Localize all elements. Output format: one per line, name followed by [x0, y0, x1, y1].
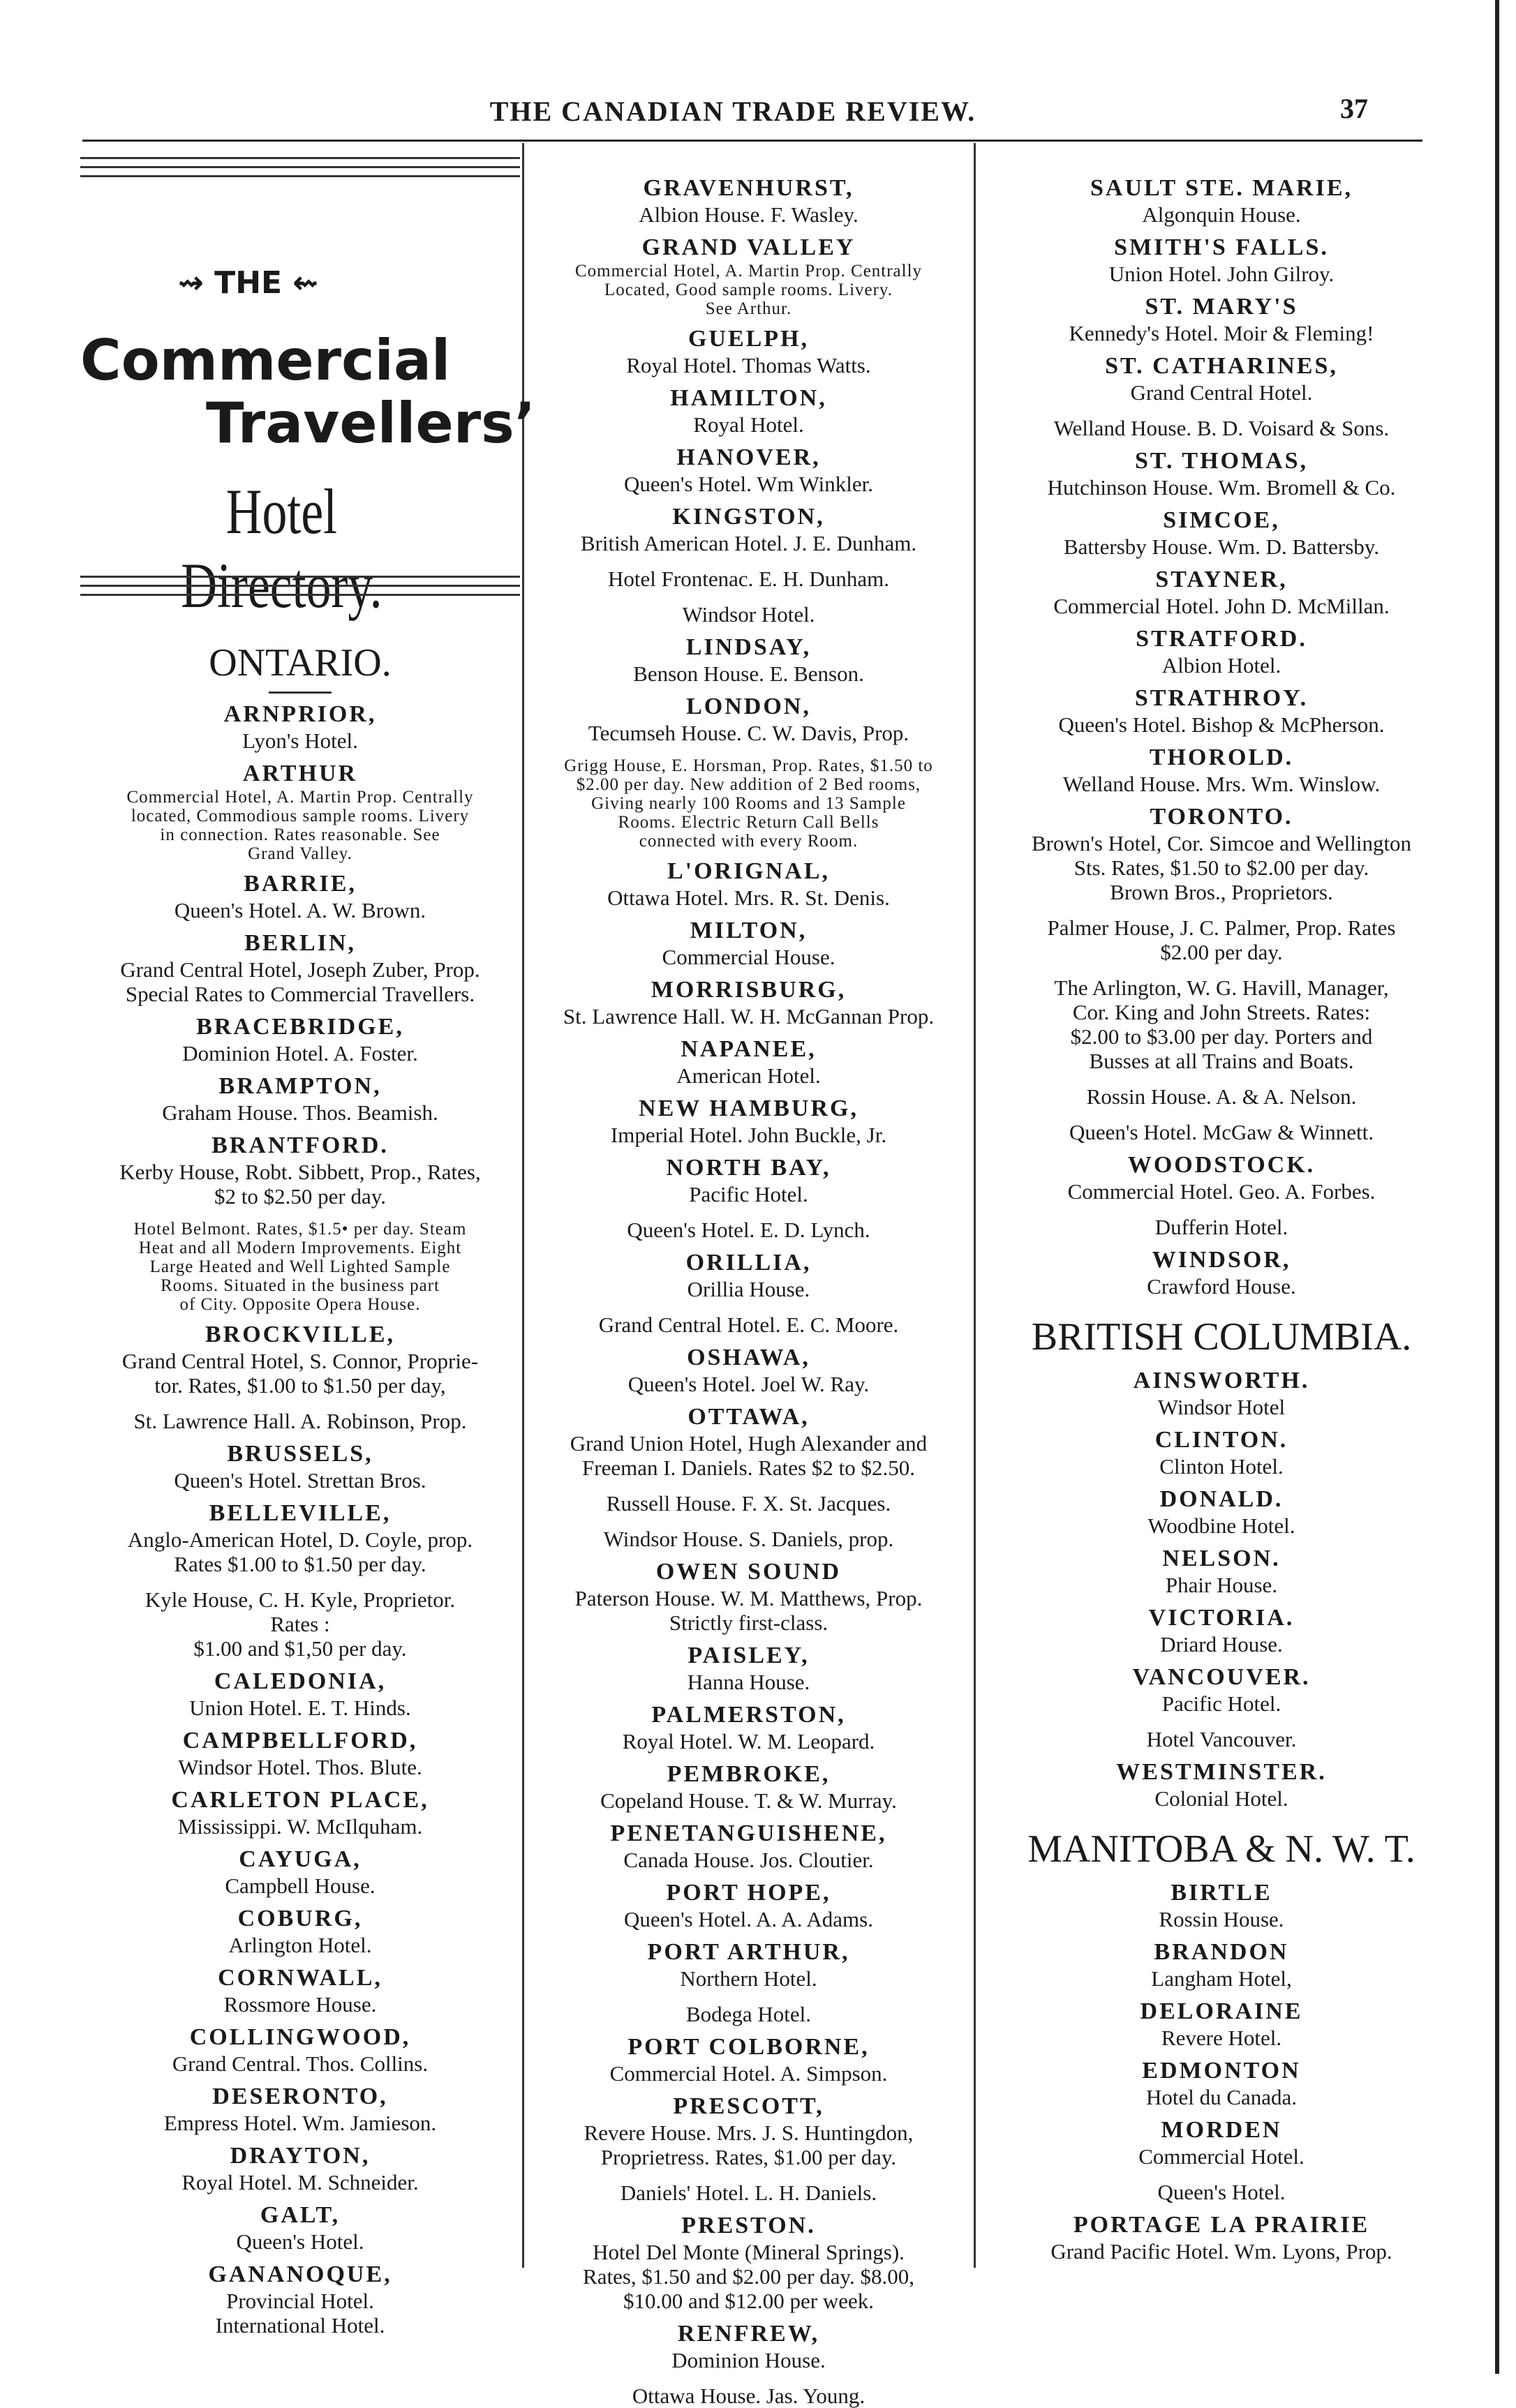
town-heading: BRAMPTON, [218, 1073, 382, 1099]
town-heading: TORONTO. [1150, 804, 1293, 830]
directory-the: ⇝ THE ⇜ [178, 265, 319, 301]
hotel-entry: tor. Rates, $1.00 to $1.50 per day, [154, 1373, 446, 1398]
column-1-listings [80, 625, 520, 2338]
hotel-entry: Battersby House. Wm. D. Battersby. [1063, 534, 1379, 559]
town-heading: PRESCOTT, [673, 2093, 824, 2119]
hotel-entry: Albion Hotel. [1161, 653, 1281, 678]
hotel-entry: Queen's Hotel. E. D. Lynch. [627, 1218, 870, 1242]
directory-hotel-directory: Hotel [225, 476, 338, 547]
town-heading: WINDSOR, [1152, 1247, 1291, 1273]
hotel-entry: Arlington Hotel. [228, 1933, 372, 1957]
hotel-entry: Empress Hotel. Wm. Jamieson. [163, 2111, 437, 2135]
hotel-entry: Hotel Belmont. Rates, $1.5• per day. Steam [133, 1220, 467, 1239]
hotel-entry: Hotel Vancouver. [1146, 1727, 1297, 1751]
hotel-entry: Hotel du Canada. [1145, 2085, 1298, 2109]
town-heading: VICTORIA. [1148, 1605, 1295, 1631]
hotel-entry: Freeman I. Daniels. Rates $2 to $2.50. [582, 1456, 915, 1480]
town-heading: THOROLD. [1149, 745, 1294, 770]
town-heading: PAISLEY, [688, 1643, 810, 1668]
town-heading: NEW HAMBURG, [639, 1095, 859, 1121]
town-heading: PORT ARTHUR, [647, 1939, 850, 1965]
hotel-entry: Clinton Hotel. [1159, 1454, 1284, 1479]
town-heading: BARRIE, [244, 871, 357, 897]
hotel-entry: Revere House. Mrs. J. S. Huntingdon, [584, 2121, 914, 2145]
town-heading: RENFREW, [677, 2321, 820, 2347]
hotel-entry: Windsor Hotel. [682, 602, 815, 627]
hotel-entry: Ottawa House. Jas. Young. [632, 2384, 865, 2408]
hotel-entry: Heat and all Modern Improvements. Eight [138, 1239, 462, 1257]
hotel-entry: Brown Bros., Proprietors. [1110, 880, 1333, 904]
town-heading: L'ORIGNAL, [667, 858, 831, 884]
town-heading: BRACEBRIDGE, [196, 1014, 404, 1040]
hotel-entry: Grand Central. Thos. Collins. [172, 2051, 429, 2076]
hotel-entry: Pacific Hotel. [1161, 1691, 1281, 1716]
hotel-entry: $2.00 to $3.00 per day. Porters and [1070, 1024, 1373, 1049]
hotel-entry: Mississippi. W. McIlquham. [177, 1814, 423, 1839]
hotel-entry: Commercial Hotel. Geo. A. Forbes. [1067, 1179, 1376, 1204]
hotel-entry: Queen's Hotel. Joel W. Ray. [627, 1372, 870, 1396]
hotel-entry: Kyle House, C. H. Kyle, Proprietor. [144, 1587, 456, 1612]
hotel-entry: Rooms. Electric Return Call Bells [618, 813, 879, 832]
town-heading: CAMPBELLFORD, [182, 1728, 418, 1753]
hotel-entry: Revere Hotel. [1161, 2026, 1282, 2050]
hotel-entry: in connection. Rates reasonable. See [160, 825, 440, 844]
hotel-entry: Commercial Hotel. A. Simpson. [609, 2061, 888, 2086]
town-heading: STRATFORD. [1136, 626, 1307, 652]
town-heading: DELORAINE [1140, 1998, 1303, 2024]
hotel-entry: Queen's Hotel. McGaw & Winnett. [1069, 1120, 1374, 1144]
hotel-entry: Royal Hotel. [693, 412, 804, 437]
hotel-entry: Bodega Hotel. [685, 2002, 812, 2026]
town-heading: COLLINGWOOD, [189, 2024, 411, 2050]
town-heading: CAYUGA, [239, 1846, 362, 1872]
hotel-entry: See Arthur. [705, 299, 792, 318]
hotel-entry: Hotel Frontenac. E. H. Dunham. [608, 567, 889, 591]
town-heading: PALMERSTON, [651, 1702, 846, 1728]
hotel-entry: Royal Hotel. Thomas Watts. [626, 353, 871, 377]
town-heading: SAULT STE. MARIE, [1090, 175, 1353, 201]
town-heading: WESTMINSTER. [1116, 1759, 1327, 1785]
hotel-entry: American Hotel. [676, 1063, 821, 1088]
hotel-entry: Kerby House, Robt. Sibbett, Prop., Rates, [119, 1160, 481, 1184]
town-heading: STAYNER, [1155, 567, 1288, 592]
hotel-entry: Pacific Hotel. [689, 1182, 808, 1206]
town-heading: ST. CATHARINES, [1105, 353, 1338, 379]
town-heading: PENETANGUISHENE, [610, 1820, 887, 1846]
hotel-entry: Queen's Hotel. A. W. Brown. [174, 898, 426, 922]
hotel-entry: Graham House. Thos. Beamish. [162, 1100, 438, 1125]
hotel-entry: Welland House. Mrs. Wm. Winslow. [1062, 772, 1381, 796]
hotel-entry: $2.00 per day. New addition of 2 Bed rooms, [576, 775, 921, 794]
hotel-entry: $1.00 and $1,50 per day. [193, 1636, 407, 1661]
town-heading: BROCKVILLE, [205, 1322, 395, 1347]
hotel-entry: Lyon's Hotel. [242, 728, 358, 753]
hotel-entry: $2.00 per day. [1160, 940, 1283, 964]
hotel-entry: Queen's Hotel. [1157, 2180, 1286, 2204]
town-heading: DESERONTO, [212, 2084, 388, 2109]
hotel-entry: Hotel Del Monte (Mineral Springs). [593, 2240, 905, 2264]
ornamental-rules-top [80, 157, 520, 177]
hotel-entry: Commercial Hotel, A. Martin Prop. Centrally [574, 262, 923, 281]
hotel-entry: connected with every Room. [639, 832, 859, 851]
town-heading: NORTH BAY, [666, 1155, 831, 1181]
hotel-entry: The Arlington, W. G. Havill, Manager, [1054, 975, 1389, 1000]
hotel-entry: Queen's Hotel. [236, 2229, 364, 2254]
town-heading: MORDEN [1161, 2117, 1282, 2143]
hotel-entry: Algonquin House. [1142, 202, 1301, 227]
column-3-listings [981, 167, 1462, 2264]
town-heading: AINSWORTH. [1133, 1368, 1310, 1393]
town-heading: ST. THOMAS, [1134, 448, 1309, 474]
hotel-entry: British American Hotel. J. E. Dunham. [580, 531, 917, 555]
town-heading: KINGSTON, [672, 504, 825, 530]
town-heading: ORILLIA, [685, 1250, 812, 1276]
hotel-entry: Windsor Hotel [1157, 1395, 1286, 1419]
hotel-entry: St. Lawrence Hall. A. Robinson, Prop. [133, 1409, 467, 1433]
hotel-entry: Ottawa Hotel. Mrs. R. St. Denis. [607, 885, 890, 910]
region-heading: BRITISH COLUMBIA. [1031, 1315, 1412, 1359]
hotel-entry: Queen's Hotel. Wm Winkler. [623, 472, 874, 496]
town-heading: MILTON, [690, 918, 808, 943]
hotel-entry: Grand Central Hotel, Joseph Zuber, Prop. [120, 957, 480, 982]
hotel-entry: Windsor House. S. Daniels, prop. [603, 1527, 894, 1551]
hotel-entry: Welland House. B. D. Voisard & Sons. [1053, 416, 1390, 440]
page-header [0, 82, 1466, 138]
hotel-entry: Kennedy's Hotel. Moir & Fleming! [1069, 321, 1374, 345]
town-heading: CORNWALL, [218, 1965, 382, 1991]
hotel-entry: Colonial Hotel. [1154, 1786, 1288, 1811]
hotel-entry: Orillia House. [687, 1277, 810, 1301]
hotel-entry: Rates $1.00 to $1.50 per day. [174, 1552, 426, 1576]
hotel-entry: Benson House. E. Benson. [633, 661, 864, 686]
hotel-entry: Hutchinson House. Wm. Bromell & Co. [1047, 475, 1396, 500]
town-heading: GALT, [260, 2202, 341, 2228]
hotel-entry: Cor. King and John Streets. Rates: [1072, 1000, 1371, 1024]
town-heading: GANANOQUE, [208, 2261, 392, 2287]
hotel-entry: Queen's Hotel. A. A. Adams. [624, 1907, 873, 1931]
hotel-entry: Grand Valley. [248, 844, 352, 863]
town-heading: HANOVER, [676, 444, 821, 470]
town-heading: SMITH'S FALLS. [1114, 234, 1329, 260]
town-heading: BELLEVILLE, [209, 1500, 392, 1526]
town-heading: EDMONTON [1142, 2058, 1301, 2084]
hotel-entry: Tecumseh House. C. W. Davis, Prop. [588, 721, 909, 745]
town-heading: BRANDON [1154, 1939, 1289, 1965]
hotel-entry: Campbell House. [225, 1874, 376, 1898]
town-heading: COBURG, [237, 1906, 363, 1931]
hotel-entry: Large Heated and Well Lighted Sample [149, 1257, 451, 1276]
page-number: 37 [1340, 93, 1368, 124]
town-heading: ARNPRIOR, [223, 701, 377, 727]
hotel-entry: Commercial House. [662, 945, 835, 969]
town-heading: MORRISBURG, [651, 977, 847, 1003]
town-heading: OSHAWA, [687, 1345, 810, 1370]
town-heading: VANCOUVER. [1132, 1664, 1311, 1690]
town-heading: CALEDONIA, [214, 1668, 387, 1694]
town-heading: BRUSSELS, [227, 1441, 373, 1467]
hotel-entry: Paterson House. W. M. Matthews, Prop. [574, 1586, 923, 1610]
hotel-entry: Copeland House. T. & W. Murray. [600, 1788, 897, 1813]
town-heading: HAMILTON, [670, 385, 827, 411]
region-underline [269, 691, 332, 694]
town-heading: CLINTON. [1154, 1427, 1288, 1453]
hotel-entry: Queen's Hotel. Bishop & McPherson. [1058, 712, 1385, 737]
town-heading: PORT HOPE, [666, 1880, 831, 1906]
hotel-entry: $2 to $2.50 per day. [214, 1184, 386, 1209]
directory-commercial: Commercial [80, 328, 451, 393]
hotel-entry: Union Hotel. John Gilroy. [1108, 262, 1335, 286]
hotel-entry: $10.00 and $12.00 per week. [623, 2289, 874, 2313]
header-rule [82, 140, 1422, 142]
journal-title: THE CANADIAN TRADE REVIEW. [489, 96, 976, 127]
hotel-entry: Hanna House. [687, 1670, 810, 1694]
town-heading: PEMBROKE, [667, 1761, 831, 1787]
town-heading: OTTAWA, [688, 1404, 810, 1430]
hotel-entry: Crawford House. [1147, 1274, 1296, 1299]
hotel-entry: Albion House. F. Wasley. [639, 202, 859, 227]
column-rule-1 [522, 143, 524, 2268]
hotel-entry: Rates : [270, 1612, 330, 1636]
town-heading: DRAYTON, [230, 2143, 371, 2169]
ornamental-rules-bottom [80, 576, 520, 596]
hotel-entry: Royal Hotel. M. Schneider. [181, 2170, 419, 2194]
town-heading: BERLIN, [244, 930, 356, 956]
hotel-entry: Rooms. Situated in the business part [161, 1276, 440, 1295]
hotel-entry: Grand Central Hotel. E. C. Moore. [598, 1313, 899, 1337]
town-heading: ST. MARY'S [1145, 294, 1298, 320]
town-heading: PORT COLBORNE, [627, 2034, 870, 2060]
region-heading: MANITOBA & N. W. T. [1027, 1827, 1415, 1871]
hotel-entry: St. Lawrence Hall. W. H. McGannan Prop. [563, 1004, 935, 1029]
hotel-entry: Langham Hotel, [1151, 1966, 1292, 1991]
directory-travellers: Travellers’ [206, 391, 536, 456]
town-heading: LINDSAY, [685, 634, 812, 660]
hotel-entry: Rossin House. A. & A. Nelson. [1086, 1084, 1357, 1109]
hotel-entry: Proprietress. Rates, $1.00 per day. [600, 2145, 897, 2169]
town-heading: BRANTFORD. [211, 1132, 389, 1158]
hotel-entry: Queen's Hotel. Strettan Bros. [174, 1468, 426, 1493]
hotel-entry: Brown's Hotel, Cor. Simcoe and Wellington [1031, 831, 1412, 855]
hotel-entry: Provincial Hotel. [226, 2289, 374, 2313]
hotel-entry: Rossin House. [1159, 1907, 1284, 1931]
hotel-entry: of City. Opposite Opera House. [179, 1295, 421, 1314]
hotel-entry: Woodbine Hotel. [1147, 1513, 1295, 1538]
hotel-entry: Grand Pacific Hotel. Wm. Lyons, Prop. [1050, 2239, 1392, 2264]
hotel-entry: Northern Hotel. [680, 1966, 817, 1991]
hotel-entry: Imperial Hotel. John Buckle, Jr. [610, 1123, 887, 1147]
town-heading: NAPANEE, [681, 1036, 817, 1062]
town-heading: ARTHUR [242, 761, 358, 786]
town-heading: BIRTLE [1171, 1880, 1272, 1906]
hotel-entry: Dominion Hotel. A. Foster. [182, 1041, 418, 1065]
hotel-entry: Canada House. Jos. Cloutier. [623, 1848, 874, 1872]
hotel-entry: Phair House. [1165, 1573, 1278, 1597]
column-2-listings [527, 167, 970, 2408]
town-heading: SIMCOE, [1163, 507, 1280, 533]
town-heading: WOODSTOCK. [1127, 1152, 1316, 1178]
hotel-entry: Grand Union Hotel, Hugh Alexander and [570, 1431, 928, 1456]
hotel-entry: Special Rates to Commercial Travellers. [125, 982, 475, 1006]
hotel-entry: Located, Good sample rooms. Livery. [604, 281, 893, 299]
town-heading: STRATHROY. [1134, 685, 1309, 711]
hotel-entry: Strictly first-class. [669, 1610, 828, 1635]
hotel-entry: Giving nearly 100 Rooms and 13 Sample [591, 794, 906, 813]
region-heading: ONTARIO. [209, 641, 392, 685]
hotel-entry: Commercial Hotel. John D. McMillan. [1053, 594, 1390, 618]
hotel-entry: Palmer House, J. C. Palmer, Prop. Rates [1047, 915, 1396, 940]
hotel-entry: Grand Central Hotel. [1130, 380, 1313, 405]
column-rule-2 [974, 143, 976, 2268]
town-heading: LONDON, [686, 694, 811, 719]
hotel-entry: Union Hotel. E. T. Hinds. [189, 1696, 411, 1720]
town-heading: OWEN SOUND [655, 1559, 842, 1585]
hotel-entry: Royal Hotel. W. M. Leopard. [622, 1729, 875, 1753]
hotel-entry: Commercial Hotel, A. Martin Prop. Centrally [126, 788, 474, 807]
hotel-entry: Dufferin Hotel. [1154, 1215, 1288, 1239]
hotel-entry: Daniels' Hotel. L. H. Daniels. [620, 2181, 877, 2205]
hotel-entry: Grand Central Hotel, S. Connor, Proprie- [121, 1349, 479, 1373]
hotel-entry: Windsor Hotel. Thos. Blute. [178, 1755, 422, 1779]
hotel-entry: Grigg House, E. Horsman, Prop. Rates, $1.50 to [564, 756, 933, 775]
hotel-entry: located, Commodious sample rooms. Livery [131, 807, 470, 825]
hotel-entry: Sts. Rates, $1.50 to $2.00 per day. [1073, 855, 1369, 880]
town-heading: GRAVENHURST, [643, 175, 854, 201]
hotel-entry: International Hotel. [215, 2313, 385, 2338]
town-heading: DONALD. [1159, 1486, 1284, 1512]
town-heading: PRESTON. [681, 2213, 816, 2238]
hotel-entry: Rossmore House. [223, 1992, 377, 2017]
hotel-entry: Anglo-American Hotel, D. Coyle, prop. [127, 1527, 473, 1552]
hotel-entry: Russell House. F. X. St. Jacques. [606, 1491, 891, 1516]
hotel-entry: Dominion House. [671, 2348, 826, 2372]
hotel-entry: Driard House. [1160, 1632, 1283, 1657]
town-heading: GUELPH, [688, 326, 810, 352]
town-heading: PORTAGE LA PRAIRIE [1073, 2212, 1370, 2238]
town-heading: CARLETON PLACE, [171, 1787, 429, 1813]
page-edge-border [1495, 0, 1499, 2374]
town-heading: GRAND VALLEY [641, 234, 856, 260]
town-heading: NELSON. [1162, 1546, 1281, 1571]
hotel-entry: Rates, $1.50 and $2.00 per day. $8.00, [583, 2264, 914, 2289]
hotel-entry: Busses at all Trains and Boats. [1089, 1049, 1354, 1073]
hotel-entry: Commercial Hotel. [1138, 2144, 1305, 2169]
